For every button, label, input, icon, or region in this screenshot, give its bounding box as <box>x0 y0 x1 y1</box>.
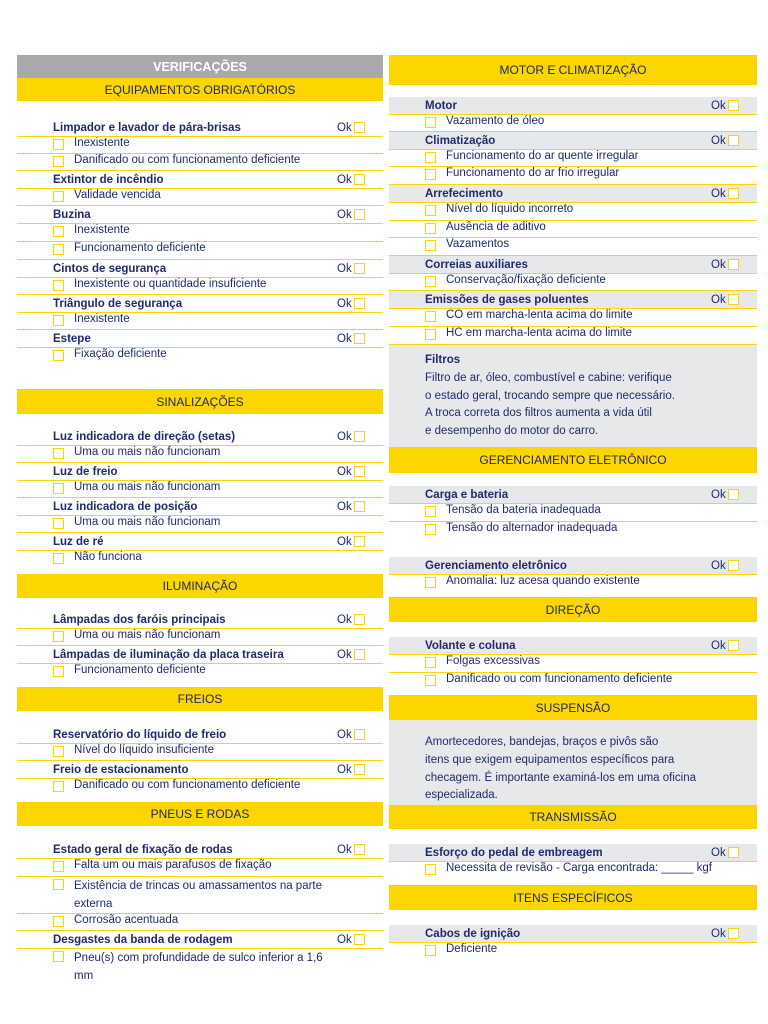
checkbox[interactable] <box>728 100 739 111</box>
checkbox[interactable] <box>53 518 64 529</box>
checkbox[interactable] <box>53 315 64 326</box>
checkbox[interactable] <box>53 156 64 167</box>
section-header-transmissao: TRANSMISSÃO <box>389 805 757 829</box>
ok-check[interactable]: Ok <box>337 649 383 661</box>
sub-item: Inexistente <box>17 137 383 154</box>
item-estepe <box>17 330 383 348</box>
checkbox[interactable] <box>425 945 436 956</box>
sub-item: Folgas excessivas <box>389 655 757 673</box>
sub-item: Tensão do alternador inadequada <box>389 522 757 540</box>
filtros-line: o estado geral, trocando sempre que necessário. <box>425 389 675 402</box>
sub-item: Danificado ou com funcionamento deficiente <box>389 673 757 690</box>
item-motor <box>389 97 757 115</box>
suspensao-line: Amortecedores, bandejas, braços e pivôs são <box>425 736 659 748</box>
checkbox[interactable] <box>354 174 365 185</box>
checkbox[interactable] <box>53 244 64 255</box>
suspensao-note <box>389 720 757 805</box>
ok-check[interactable]: Ok <box>711 560 757 572</box>
sub-item: Anomalia: luz acesa quando existente <box>389 575 757 592</box>
sub-item: Vazamentos <box>389 238 757 256</box>
item-label: Estepe <box>53 332 91 345</box>
section-header-gerenciamento: GERENCIAMENTO ELETRÔNICO <box>389 447 757 473</box>
item-limpador <box>17 119 383 137</box>
ok-check[interactable]: Ok <box>337 209 383 221</box>
checkbox[interactable] <box>354 536 365 547</box>
filtros-line: A troca correta dos filtros aumenta a vida útil <box>425 407 652 420</box>
ok-check[interactable]: Ok <box>337 934 383 946</box>
item-label: Extintor de incêndio <box>53 173 164 186</box>
item-label: Gerenciamento eletrônico <box>425 559 567 572</box>
suspensao-line: itens que exigem equipamentos específicos para <box>425 753 675 766</box>
suspensao-line: checagem. É importante examiná-los em uma oficina <box>425 771 697 784</box>
sub-item: Falta um ou mais parafusos de fixação <box>17 859 383 877</box>
sub-item: Funcionamento deficiente <box>17 242 383 260</box>
checkbox[interactable] <box>425 675 436 686</box>
ok-check[interactable]: Ok <box>337 263 383 275</box>
checkbox[interactable] <box>425 524 436 535</box>
item-label: Limpador e lavador de pára-brisas <box>53 121 241 134</box>
ok-check[interactable]: Ok <box>711 640 757 652</box>
checkbox[interactable] <box>728 259 739 270</box>
section-header-motor: MOTOR E CLIMATIZAÇÃO <box>389 55 757 85</box>
ok-check[interactable]: Ok <box>711 259 757 271</box>
checkbox[interactable] <box>425 329 436 340</box>
item-fixacao-rodas <box>17 841 383 859</box>
item-carga-bateria <box>389 486 757 504</box>
item-label: Desgastes da banda de rodagem <box>53 933 233 946</box>
checkbox[interactable] <box>354 844 365 855</box>
sub-item: Validade vencida <box>17 189 383 206</box>
sub-item: Funcionamento do ar frio irregular <box>389 167 757 185</box>
checkbox[interactable] <box>53 666 64 677</box>
filtros-line: e desempenho do motor do carro. <box>425 425 599 438</box>
checkbox[interactable] <box>425 117 436 128</box>
sub-item: Corrosão acentuada <box>17 914 383 931</box>
checkbox[interactable] <box>53 951 64 962</box>
item-label: Luz de ré <box>53 535 104 548</box>
checkbox[interactable] <box>53 916 64 927</box>
item-emissoes <box>389 291 757 309</box>
item-label: Volante e coluna <box>425 639 516 652</box>
checkbox[interactable] <box>354 934 365 945</box>
right-column <box>389 55 757 961</box>
sub-item: Uma ou mais não funcionam <box>17 481 383 498</box>
checkbox[interactable] <box>53 483 64 494</box>
checkbox[interactable] <box>53 553 64 564</box>
item-luz-re <box>17 533 383 551</box>
checkbox[interactable] <box>354 649 365 660</box>
item-gerenciamento-eletronico <box>389 557 757 575</box>
ok-check[interactable]: Ok <box>337 298 383 310</box>
sub-item: Danificado ou com funcionamento deficiente <box>17 154 383 171</box>
left-column <box>17 55 383 985</box>
checkbox[interactable] <box>425 657 436 668</box>
sub-item: Uma ou mais não funcionam <box>17 629 383 646</box>
ok-check[interactable]: Ok <box>337 431 383 443</box>
item-label: Luz de freio <box>53 465 118 478</box>
item-buzina <box>17 206 383 224</box>
ok-check[interactable]: Ok <box>711 135 757 147</box>
item-arrefecimento <box>389 185 757 203</box>
checkbox[interactable] <box>728 928 739 939</box>
sub-item: HC em marcha-lenta acima do limite <box>389 327 757 345</box>
sub-item: Fixação deficiente <box>17 348 383 365</box>
ok-check[interactable]: Ok <box>337 614 383 626</box>
checkbox[interactable] <box>53 139 64 150</box>
checkbox[interactable] <box>53 861 64 872</box>
item-label: Esforço do pedal de embreagem <box>425 846 603 859</box>
sub-item: Necessita de revisão - Carga encontrada: _____ kgf <box>389 862 757 880</box>
item-cintos <box>17 260 383 278</box>
ok-check[interactable]: Ok <box>337 333 383 345</box>
section-header-iluminacao: ILUMINAÇÃO <box>17 574 383 598</box>
item-label: Estado geral de fixação de rodas <box>53 843 233 856</box>
item-label: Luz indicadora de posição <box>53 500 198 513</box>
checkbox[interactable] <box>425 864 436 875</box>
ok-check[interactable]: Ok <box>711 294 757 306</box>
item-luz-direcao <box>17 428 383 446</box>
ok-check[interactable]: Ok <box>337 729 383 741</box>
checkbox[interactable] <box>354 501 365 512</box>
item-label: Carga e bateria <box>425 488 509 501</box>
ok-check[interactable]: Ok <box>337 536 383 548</box>
item-label: Motor <box>425 99 457 112</box>
checkbox[interactable] <box>425 311 436 322</box>
ok-check[interactable]: Ok <box>337 122 383 134</box>
ok-check[interactable]: Ok <box>337 764 383 776</box>
sub-item: Tensão da bateria inadequada <box>389 504 757 522</box>
sub-item: Inexistente <box>17 224 383 242</box>
checkbox[interactable] <box>728 294 739 305</box>
section-header-direcao: DIREÇÃO <box>389 597 757 622</box>
item-label: Arrefecimento <box>425 187 503 200</box>
checkbox[interactable] <box>53 448 64 459</box>
ok-check[interactable]: Ok <box>711 100 757 112</box>
item-label: Cabos de ignição <box>425 927 521 940</box>
item-luz-freio <box>17 463 383 481</box>
sub-item: Deficiente <box>389 943 757 961</box>
checkbox[interactable] <box>53 226 64 237</box>
checkbox[interactable] <box>53 746 64 757</box>
checkbox[interactable] <box>425 506 436 517</box>
item-triangulo <box>17 295 383 313</box>
checkbox[interactable] <box>728 560 739 571</box>
checkbox[interactable] <box>425 205 436 216</box>
ok-check[interactable]: Ok <box>337 844 383 856</box>
item-freio-estacionamento <box>17 761 383 779</box>
sub-item: Não funciona <box>17 551 383 568</box>
sub-item: Ausência de aditivo <box>389 221 757 238</box>
item-label: Lâmpadas de iluminação da placa traseira <box>53 648 284 661</box>
sub-item: Uma ou mais não funcionam <box>17 516 383 533</box>
sub-item: CO em marcha-lenta acima do limite <box>389 309 757 327</box>
filtros-title: Filtros <box>425 354 461 366</box>
sub-item: Uma ou mais não funcionam <box>17 446 383 463</box>
checkbox[interactable] <box>425 169 436 180</box>
item-label: Emissões de gases poluentes <box>425 293 589 306</box>
item-label: Lâmpadas dos faróis principais <box>53 613 226 626</box>
checkbox[interactable] <box>354 466 365 477</box>
ok-check[interactable]: Ok <box>711 928 757 940</box>
checkbox[interactable] <box>728 847 739 858</box>
item-label: Climatização <box>425 134 496 147</box>
item-farois <box>17 611 383 629</box>
ok-check[interactable]: Ok <box>711 489 757 501</box>
checkbox[interactable] <box>728 188 739 199</box>
suspensao-line: especializada. <box>425 789 498 802</box>
checkbox[interactable] <box>354 614 365 625</box>
item-label: Correias auxiliares <box>425 258 528 271</box>
checkbox[interactable] <box>53 191 64 202</box>
section-header-suspensao: SUSPENSÃO <box>389 695 757 720</box>
checkbox[interactable] <box>354 764 365 775</box>
sub-item: Nível do líquido incorreto <box>389 203 757 221</box>
item-extintor <box>17 171 383 189</box>
checkbox[interactable] <box>354 209 365 220</box>
checkbox[interactable] <box>425 276 436 287</box>
checkbox[interactable] <box>425 152 436 163</box>
ok-check[interactable]: Ok <box>711 847 757 859</box>
item-label: Luz indicadora de direção (setas) <box>53 430 236 443</box>
sub-item: Conservação/fixação deficiente <box>389 274 757 291</box>
checkbox[interactable] <box>354 333 365 344</box>
item-label: Triângulo de segurança <box>53 297 183 310</box>
section-header-pneus: PNEUS E RODAS <box>17 802 383 826</box>
sub-item: Danificado ou com funcionamento deficiente <box>17 779 383 796</box>
sub-item: Funcionamento deficiente <box>17 664 383 681</box>
checkbox[interactable] <box>425 240 436 251</box>
item-reservatorio <box>17 726 383 744</box>
checkbox[interactable] <box>354 122 365 133</box>
checkbox[interactable] <box>728 640 739 651</box>
item-label: Reservatório do líquido de freio <box>53 728 227 741</box>
checkbox[interactable] <box>425 577 436 588</box>
checkbox[interactable] <box>354 729 365 740</box>
item-label: Buzina <box>53 208 91 221</box>
checkbox[interactable] <box>53 280 64 291</box>
checkbox[interactable] <box>354 263 365 274</box>
checkbox[interactable] <box>425 223 436 234</box>
item-volante <box>389 637 757 655</box>
filtros-line: Filtro de ar, óleo, combustível e cabine: verifique <box>425 371 672 384</box>
sub-item: Funcionamento do ar quente irregular <box>389 150 757 167</box>
item-label: Freio de estacionamento <box>53 763 189 776</box>
sub-item: Pneu(s) com profundidade de sulco inferior a 1,6 mm <box>17 949 383 985</box>
item-luz-posicao <box>17 498 383 516</box>
ok-check[interactable]: Ok <box>337 466 383 478</box>
section-header-sinalizacoes: SINALIZAÇÕES <box>17 389 383 414</box>
sub-item: Inexistente <box>17 313 383 330</box>
checkbox[interactable] <box>53 781 64 792</box>
item-climatizacao <box>389 132 757 150</box>
checkbox[interactable] <box>354 298 365 309</box>
ok-check[interactable]: Ok <box>337 174 383 186</box>
section-header-equipamentos: EQUIPAMENTOS OBRIGATÓRIOS <box>17 78 383 101</box>
item-placa <box>17 646 383 664</box>
section-header-itens-especificos: ITENS ESPECÍFICOS <box>389 885 757 910</box>
ok-check[interactable]: Ok <box>337 501 383 513</box>
checkbox[interactable] <box>728 489 739 500</box>
item-cabos-ignicao <box>389 925 757 943</box>
section-header-freios: FREIOS <box>17 687 383 711</box>
checkbox[interactable] <box>53 631 64 642</box>
item-desgaste-banda <box>17 931 383 949</box>
verificacoes-title: VERIFICAÇÕES <box>17 55 383 78</box>
checkbox[interactable] <box>354 431 365 442</box>
checkbox[interactable] <box>728 135 739 146</box>
sub-item: Vazamento de óleo <box>389 115 757 132</box>
item-label: Cintos de segurança <box>53 262 167 275</box>
ok-check[interactable]: Ok <box>711 188 757 200</box>
checkbox[interactable] <box>53 350 64 361</box>
checkbox[interactable] <box>53 879 64 890</box>
item-pedal-embreagem <box>389 844 757 862</box>
filtros-note <box>389 345 757 447</box>
item-correias <box>389 256 757 274</box>
sub-item: Inexistente ou quantidade insuficiente <box>17 278 383 295</box>
sub-item: Existência de trincas ou amassamentos na parte externa <box>17 877 383 914</box>
sub-item: Nível do líquido insuficiente <box>17 744 383 761</box>
